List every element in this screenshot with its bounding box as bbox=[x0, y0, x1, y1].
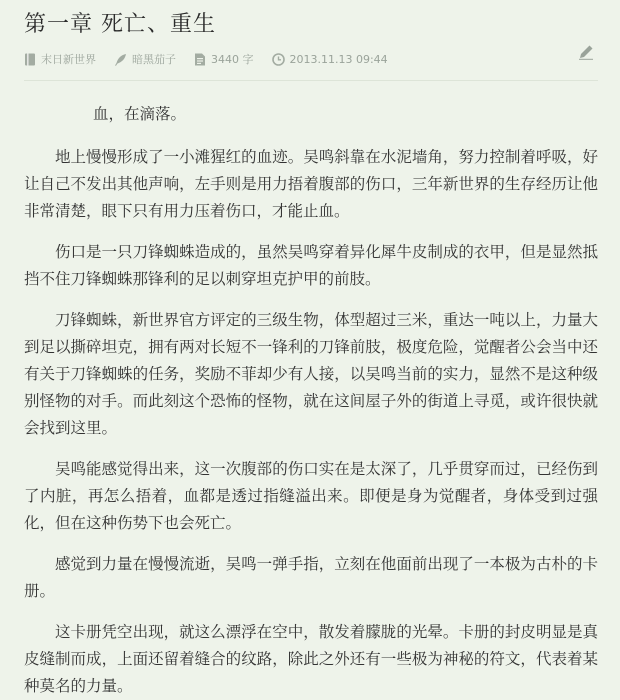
meta-word-count bbox=[194, 51, 254, 67]
header-divider bbox=[24, 80, 598, 81]
book-icon bbox=[24, 53, 36, 66]
clock-icon bbox=[272, 53, 285, 66]
paragraph: 血，在滴落。 bbox=[93, 105, 187, 123]
paragraph: 感觉到力量在慢慢流逝，吴鸣一弹手指，立刻在他面前出现了一本极为古朴的卡册。 bbox=[24, 555, 598, 600]
timestamp: 2013.11.13 09:44 bbox=[289, 52, 388, 66]
word-count: 3440 字 bbox=[211, 53, 254, 66]
quill-icon bbox=[114, 53, 127, 66]
chapter-meta bbox=[24, 48, 598, 70]
author-name: 暗黑茄子 bbox=[132, 53, 176, 66]
meta-author[interactable] bbox=[114, 51, 176, 67]
paragraph: 这卡册凭空出现，就这么漂浮在空中，散发着朦胧的光晕。卡册的封皮明显是真皮缝制而成，上面还留着缝合的纹路，除此之外还有一些极为神秘的符文，代表着某种莫名的力量。 bbox=[24, 623, 598, 695]
chapter-title: 第一章 死亡、重生 bbox=[24, 12, 216, 37]
paragraph: 吴鸣能感觉得出来，这一次腹部的伤口实在是太深了，几乎贯穿而过，已经伤到了内脏，再怎么捂着，血都是透过指缝溢出来。即便是身为觉醒者，身体受到过强化，但在这种伤势下也会死亡。 bbox=[24, 460, 598, 532]
chapter-content bbox=[24, 101, 598, 700]
meta-book[interactable] bbox=[24, 51, 96, 67]
paragraph: 地上慢慢形成了一小滩猩红的血迹。吴鸣斜靠在水泥墙角，努力控制着呼吸，好让自己不发出其他声响，左手则是用力捂着腹部的伤口，三年新世界的生存经历让他非常清楚，眼下只有用力压着伤口，才能止血。 bbox=[24, 148, 598, 220]
meta-time bbox=[272, 53, 388, 66]
document-icon bbox=[194, 53, 206, 66]
paragraph: 伤口是一只刀锋蜘蛛造成的，虽然吴鸣穿着异化犀牛皮制成的衣甲，但是显然抵挡不住刀锋蜘蛛那锋利的足以刺穿坦克护甲的前肢。 bbox=[24, 243, 598, 288]
book-name: 末日新世界 bbox=[41, 53, 96, 66]
pen-icon[interactable] bbox=[578, 44, 594, 60]
paragraph: 刀锋蜘蛛，新世界官方评定的三级生物，体型超过三米，重达一吨以上，力量大到足以撕碎坦克，拥有两对长短不一锋利的刀锋前肢，极度危险，觉醒者公会当中还有关于刀锋蜘蛛的任务，奖励不菲却少有人接，以吴鸣当前的实力，显然不是这种级别怪物的对手。而此刻这个恐怖的怪物，就在这间屋子外的街道上寻觅，或许很快就会找到这里。 bbox=[24, 311, 598, 437]
